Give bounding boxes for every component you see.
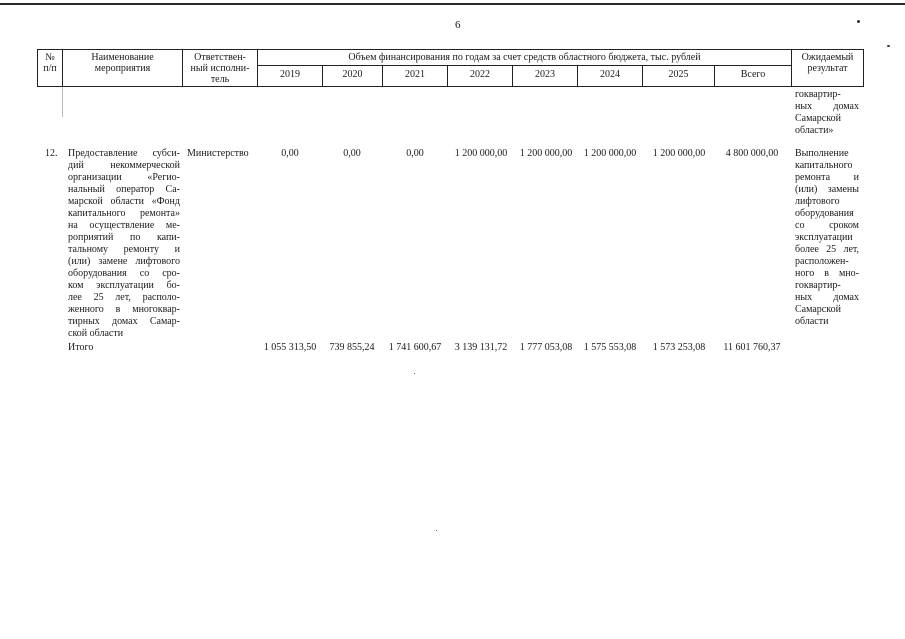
carryover-line: области» bbox=[795, 125, 834, 136]
expected-result-line: Самарской bbox=[795, 304, 841, 315]
header-num bbox=[37, 49, 63, 87]
expected-result-line: ных домах bbox=[795, 292, 859, 303]
header-funding bbox=[257, 49, 792, 66]
header-year: 2023 bbox=[512, 65, 578, 87]
measure-name-line: лее 25 лет, располо- bbox=[68, 292, 180, 303]
total-value: 1 777 053,08 bbox=[519, 342, 573, 353]
measure-name-line: на осуществление ме- bbox=[68, 220, 180, 231]
funding-value: 1 200 000,00 bbox=[519, 148, 573, 159]
header-num-line: п/п bbox=[43, 63, 57, 74]
total-value: 11 601 760,37 bbox=[723, 342, 781, 353]
carryover-result bbox=[795, 89, 859, 137]
total-value: 739 855,24 bbox=[329, 342, 375, 353]
expected-result-line: ремонта и bbox=[795, 172, 859, 183]
measure-name-line: оборудования со сро- bbox=[68, 268, 180, 279]
row-number: 12. bbox=[45, 148, 58, 159]
expected-result-line: гоквартир- bbox=[795, 280, 841, 291]
header-year: 2020 bbox=[322, 65, 383, 87]
total-value: 1 741 600,67 bbox=[388, 342, 442, 353]
header-year: 2025 bbox=[642, 65, 715, 87]
expected-result-line: эксплуатации bbox=[795, 232, 853, 243]
scan-speck bbox=[414, 373, 415, 374]
carryover-line: гоквартир- bbox=[795, 89, 841, 100]
measure-name-line: тальному ремонту и bbox=[68, 244, 180, 255]
measure-name-line: капитального ремонта» bbox=[68, 208, 180, 219]
measure-name-line: нальный оператор Са- bbox=[68, 184, 180, 195]
page-number: 6 bbox=[455, 19, 461, 31]
expected-result-line: (или) замены bbox=[795, 184, 859, 195]
funding-value: 0,00 bbox=[343, 148, 361, 159]
header-name-line: Наименование bbox=[91, 52, 154, 63]
funding-value: 4 800 000,00 bbox=[725, 148, 779, 159]
funding-value: 1 200 000,00 bbox=[583, 148, 637, 159]
total-value: 3 139 131,72 bbox=[454, 342, 508, 353]
expected-result-line: более 25 лет, bbox=[795, 244, 859, 255]
measure-name-line: дий некоммерческой bbox=[68, 160, 180, 171]
expected-result-line: Выполнение bbox=[795, 148, 849, 159]
funding-value: 1 200 000,00 bbox=[652, 148, 706, 159]
carryover-line: ных домах bbox=[795, 101, 859, 112]
total-value: 1 573 253,08 bbox=[652, 342, 706, 353]
expected-result-line: со сроком bbox=[795, 220, 859, 231]
funding-value: 0,00 bbox=[281, 148, 299, 159]
header-year: Всего bbox=[714, 65, 792, 87]
measure-name-line: ком эксплуатации бо- bbox=[68, 280, 180, 291]
carryover-line: Самарской bbox=[795, 113, 841, 124]
measure-name-line: (или) замене лифтового bbox=[68, 256, 180, 267]
column-line bbox=[62, 87, 63, 117]
header-year: 2021 bbox=[382, 65, 448, 87]
funding-value: 0,00 bbox=[406, 148, 424, 159]
header-year: 2024 bbox=[577, 65, 643, 87]
total-value: 1 055 313,50 bbox=[263, 342, 317, 353]
header-name-line: мероприятия bbox=[94, 63, 151, 74]
header-executor-line: Ответствен- bbox=[194, 52, 246, 63]
scan-speck bbox=[436, 530, 437, 531]
header-result bbox=[791, 49, 864, 87]
header-num-line: № bbox=[45, 52, 55, 63]
header-executor-line: тель bbox=[210, 74, 230, 85]
expected-result bbox=[795, 148, 859, 328]
expected-result-line: области bbox=[795, 316, 829, 327]
scan-speck bbox=[857, 20, 860, 23]
expected-result-line: лифтового bbox=[795, 196, 840, 207]
measure-name-line: роприятий по капи- bbox=[68, 232, 180, 243]
expected-result-line: расположен- bbox=[795, 256, 849, 267]
header-executor bbox=[182, 49, 258, 87]
header-executor-line: ный исполни- bbox=[190, 63, 250, 74]
header-funding-label: Объем финансирования по годам за счет средств областного бюджета, тыс. рублей bbox=[348, 52, 701, 63]
measure-name-line: тирных домах Самар- bbox=[68, 316, 180, 327]
header-year: 2022 bbox=[447, 65, 513, 87]
measure-name-line: организации «Регио- bbox=[68, 172, 180, 183]
header-year: 2019 bbox=[257, 65, 323, 87]
measure-name-line: женного в многоквар- bbox=[68, 304, 180, 315]
funding-value: 1 200 000,00 bbox=[454, 148, 508, 159]
total-label: Итого bbox=[68, 342, 94, 353]
expected-result-line: капитального bbox=[795, 160, 853, 171]
executor: Министерство bbox=[187, 148, 249, 159]
measure-name-line: ской области bbox=[68, 328, 124, 339]
header-result-line: Ожидаемый bbox=[801, 52, 854, 63]
measure-name-line: марской области «Фонд bbox=[68, 196, 180, 207]
expected-result-line: ного в мно- bbox=[795, 268, 859, 279]
measure-name-line: Предоставление субси- bbox=[68, 148, 180, 159]
expected-result-line: оборудования bbox=[795, 208, 854, 219]
measure-name bbox=[68, 148, 180, 340]
page-top-border bbox=[0, 3, 905, 5]
scan-speck bbox=[887, 45, 890, 47]
total-value: 1 575 553,08 bbox=[583, 342, 637, 353]
header-name bbox=[62, 49, 183, 87]
header-result-line: результат bbox=[807, 63, 848, 74]
